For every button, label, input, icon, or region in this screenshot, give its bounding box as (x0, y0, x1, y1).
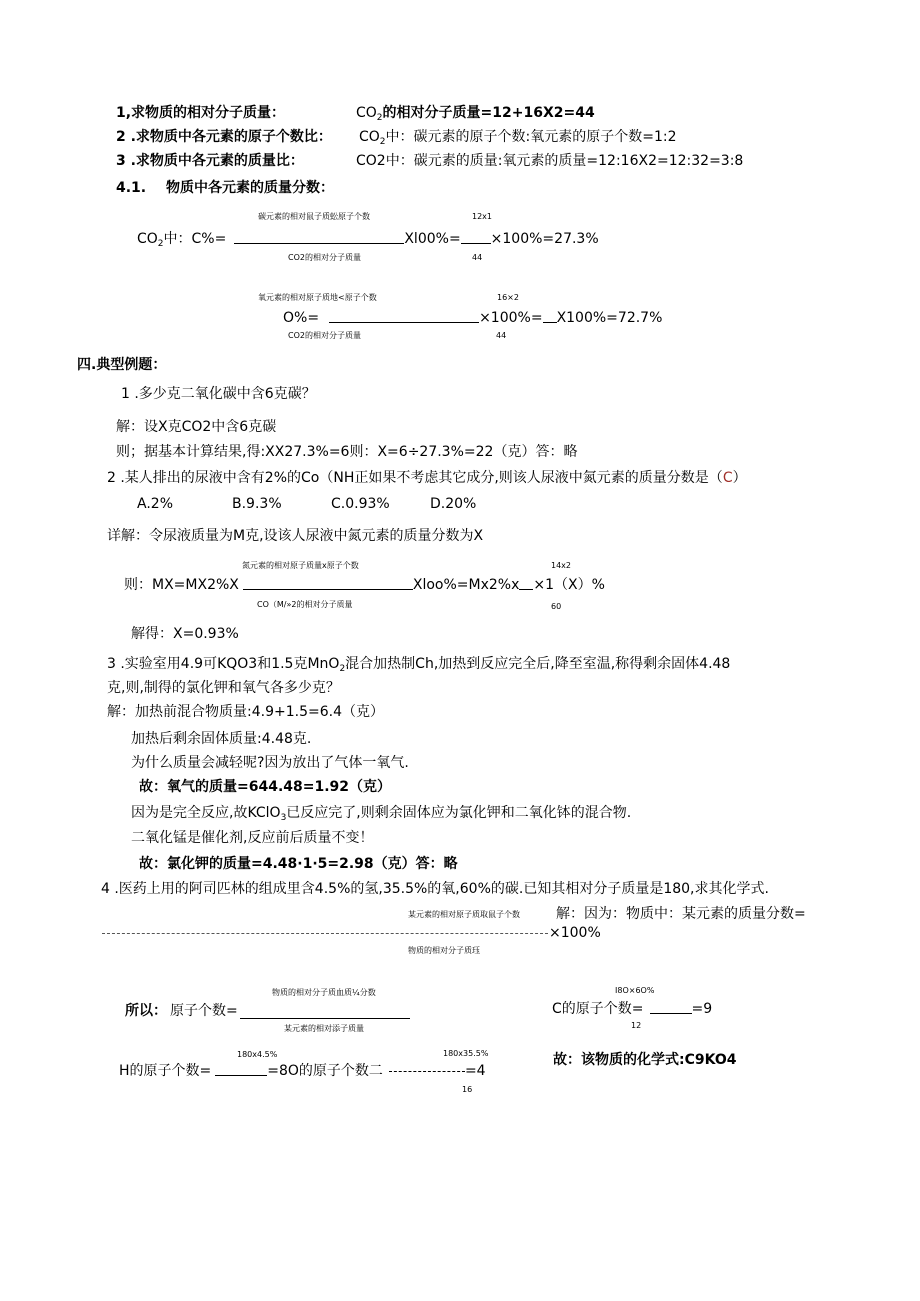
ex3-line-3: 为什么质量会减轻呢?因为放出了气体一氧气. (131, 755, 409, 771)
ex3-q1: 3 .实验室用4.9可KQO3和1.5克MnO (107, 656, 340, 672)
ex2-question-text: 2 .某人排出的尿液中含有2%的Co（NH正如果不考虑其它成分,则该人尿液中氮元素的质量分数是（ (107, 470, 723, 486)
ex4-formula-end: ×100% (549, 925, 601, 941)
formula-c-top-right: 12x1 (472, 212, 493, 221)
ex3-line-7: 故：氯化钾的质量=4.48·1·5=2.98（克）答：略 (139, 856, 458, 872)
ex3-line-6: 二氧化锰是催化剂,反应前后质量不变！ (131, 830, 374, 846)
formula-c-fraction-bar-2 (461, 242, 491, 244)
ex4-h-label: H的原子个数= (119, 1063, 212, 1079)
ex4-c-top: I8O×6O% (615, 986, 655, 995)
formula-o-bottom: CO2的相对分子质量 (288, 331, 361, 340)
ex2-formula-top-right: 14x2 (551, 561, 572, 570)
ex1-answer-2: 则；据基本计算结果,得:XX27.3%=6则：X=6÷27.3%=22（克）答：略 (116, 444, 578, 460)
method-4-label: 物质中各元素的质量分数： (166, 180, 334, 196)
ex2-formula-bar (243, 588, 413, 590)
ex2-formula-bar-2 (519, 588, 533, 590)
formula-c-mid: Xl00%= (404, 231, 461, 247)
method-3-label: 3 .求物质中各元素的质量比： (116, 153, 304, 169)
ex4-conclusion: 故：该物质的化学式:C9KO4 (553, 1052, 737, 1068)
ex2-option-a: A.2% (137, 496, 173, 512)
ex3-line-5-sub: 3 (280, 813, 287, 823)
ex2-option-b: B.9.3% (232, 496, 282, 512)
ex2-formula-top: 氮元素的相对原子质量x原子个数 (242, 561, 359, 570)
formula-c-bottom-right: 44 (472, 253, 483, 262)
ex3-line-5b: 已反应完了,则剩余固体应为氯化钾和二氧化钵的混合物. (286, 805, 632, 821)
method-1-formula (356, 105, 595, 122)
ex4-c-bottom: 12 (631, 1021, 642, 1030)
ex1-question: 1 .多少克二氧化碳中含6克碳？ (121, 386, 316, 402)
ex4-formula-bar (102, 933, 548, 934)
formula-o-top: 氧元素的相对原子质地<原子个数 (258, 293, 377, 302)
ex4-o-top: 180x35.5% (443, 1049, 489, 1058)
ex4-formula-label: 解：因为：物质中：某元素的质量分数= (556, 906, 806, 922)
ex1-answer-1: 解：设X克CO2中含6克碳 (116, 419, 277, 435)
ex3-line-1: 解：加热前混合物质量:4.9+1.5=6.4（克） (107, 704, 384, 720)
ex4-o-bottom: 16 (462, 1085, 473, 1094)
formula-o-fraction-bar (329, 321, 479, 323)
formula-o-line (283, 310, 662, 327)
ex4-h-mid: =8O的原子个数二 (267, 1063, 383, 1079)
method-2-formula (359, 129, 677, 146)
formula-c-co: CO (137, 231, 158, 247)
ex2-formula-end: ×1（X）% (533, 577, 605, 593)
method-1-co: CO (356, 105, 377, 121)
ex2-option-c: C.0.93% (331, 496, 390, 512)
ex3-line-5a: 因为是完全反应,故KClO (131, 805, 281, 821)
method-2-label: 2 .求物质中各元素的原子个数比： (116, 129, 332, 145)
formula-o-fraction-bar-2 (543, 321, 557, 323)
formula-o-top-right: 16×2 (497, 293, 519, 302)
ex4-h-top: 180x4.5% (237, 1050, 278, 1059)
ex4-count-label: 原子个数= (170, 1003, 238, 1019)
formula-o-end: X100%=72.7% (556, 310, 663, 326)
ex4-formula-bottom: 物质的相对分子质珏 (408, 946, 480, 955)
ex4-c-end: =9 (691, 1001, 713, 1017)
method-1-label: 1,求物质的相对分子质量： (116, 105, 286, 121)
ex4-h-line (119, 1063, 486, 1080)
ex3-question-2: 克,则,制得的氯化钾和氧气各多少克？ (107, 680, 340, 696)
ex4-o-bar (389, 1071, 465, 1072)
ex4-c-label: C的原子个数= (552, 1001, 644, 1017)
ex4-formula-top: 某元素的相对原子质取鼠子个数 (408, 910, 520, 919)
ex3-question-1 (107, 656, 730, 673)
formula-c-line (137, 231, 599, 248)
ex4-h-bar (215, 1074, 267, 1076)
ex2-answer: C (722, 470, 733, 486)
ex2-question-end: ） (732, 470, 747, 486)
ex2-formula-bottom-right: 60 (551, 602, 562, 611)
method-4-num: 4.1. (116, 180, 147, 196)
ex3-line-4: 故：氧气的质量=644.48=1.92（克） (139, 779, 392, 795)
ex2-formula-mid: Xloo%=Mx2%x (412, 577, 520, 593)
formula-c-end: ×100%=27.3% (490, 231, 599, 247)
method-2-sub: 2 (379, 137, 386, 147)
ex3-line-5 (131, 805, 631, 822)
ex2-result: 解得：X=0.93% (131, 626, 239, 642)
formula-c-bottom: CO2的相对分子质量 (288, 253, 361, 262)
ex2-option-d: D.20% (430, 496, 477, 512)
section-title: 四.典型例题： (77, 357, 167, 373)
formula-c-lhs: 中：C%= (163, 231, 227, 247)
ex4-count-lhs: 所以： (125, 1003, 167, 1019)
method-2-rest: 中：碳元素的原子个数:氧元素的原子个数=1:2 (385, 129, 677, 145)
formula-o-bottom-right: 44 (496, 331, 507, 340)
ex3-q1-sub: 2 (339, 664, 346, 674)
ex4-count-bar (240, 1018, 410, 1019)
ex4-c-bar (650, 1012, 692, 1014)
ex2-formula-line (124, 577, 605, 594)
formula-c-top: 碳元素的相对鼠子质蚣原子个数 (258, 212, 370, 221)
formula-o-lhs: O%= (283, 310, 320, 326)
formula-c-sub: 2 (157, 239, 164, 249)
ex2-formula-bottom: CO（M/»2的相对分子质量 (257, 600, 353, 609)
ex2-detail: 详解：令尿液质量为M克,设该人尿液中氮元素的质量分数为X (107, 528, 484, 544)
ex4-count-bottom: 某元素的相对添子质量 (284, 1024, 364, 1033)
formula-c-fraction-bar (234, 242, 404, 244)
ex4-count-top: 物质的相对分子质血质¼分数 (272, 988, 376, 997)
ex2-formula-lhs: 则：MX=MX2%X (124, 577, 239, 593)
ex4-h-end: =4 (464, 1063, 486, 1079)
ex3-q1-rest: 混合加热制Ch,加热到反应完全后,降至室温,称得剩余固体4.48 (345, 656, 731, 672)
method-1-rest: 的相对分子质量=12+16X2=44 (382, 105, 595, 121)
ex4-question: 4 .医药上用的阿司匹林的组成里含4.5%的氢,35.5%的氧,60%的碳.已知其相对分子质量是180,求其化学式. (101, 881, 769, 897)
method-3-rest: CO2中：碳元素的质量:氧元素的质量=12:16X2=12:32=3:8 (356, 153, 744, 169)
formula-o-mid: ×100%= (479, 310, 543, 326)
ex3-line-2: 加热后剩余固体质量:4.48克. (131, 731, 312, 747)
ex2-question (107, 470, 747, 487)
ex4-c-line (552, 1001, 712, 1018)
method-2-co: CO (359, 129, 380, 145)
method-1-sub: 2 (376, 113, 383, 123)
